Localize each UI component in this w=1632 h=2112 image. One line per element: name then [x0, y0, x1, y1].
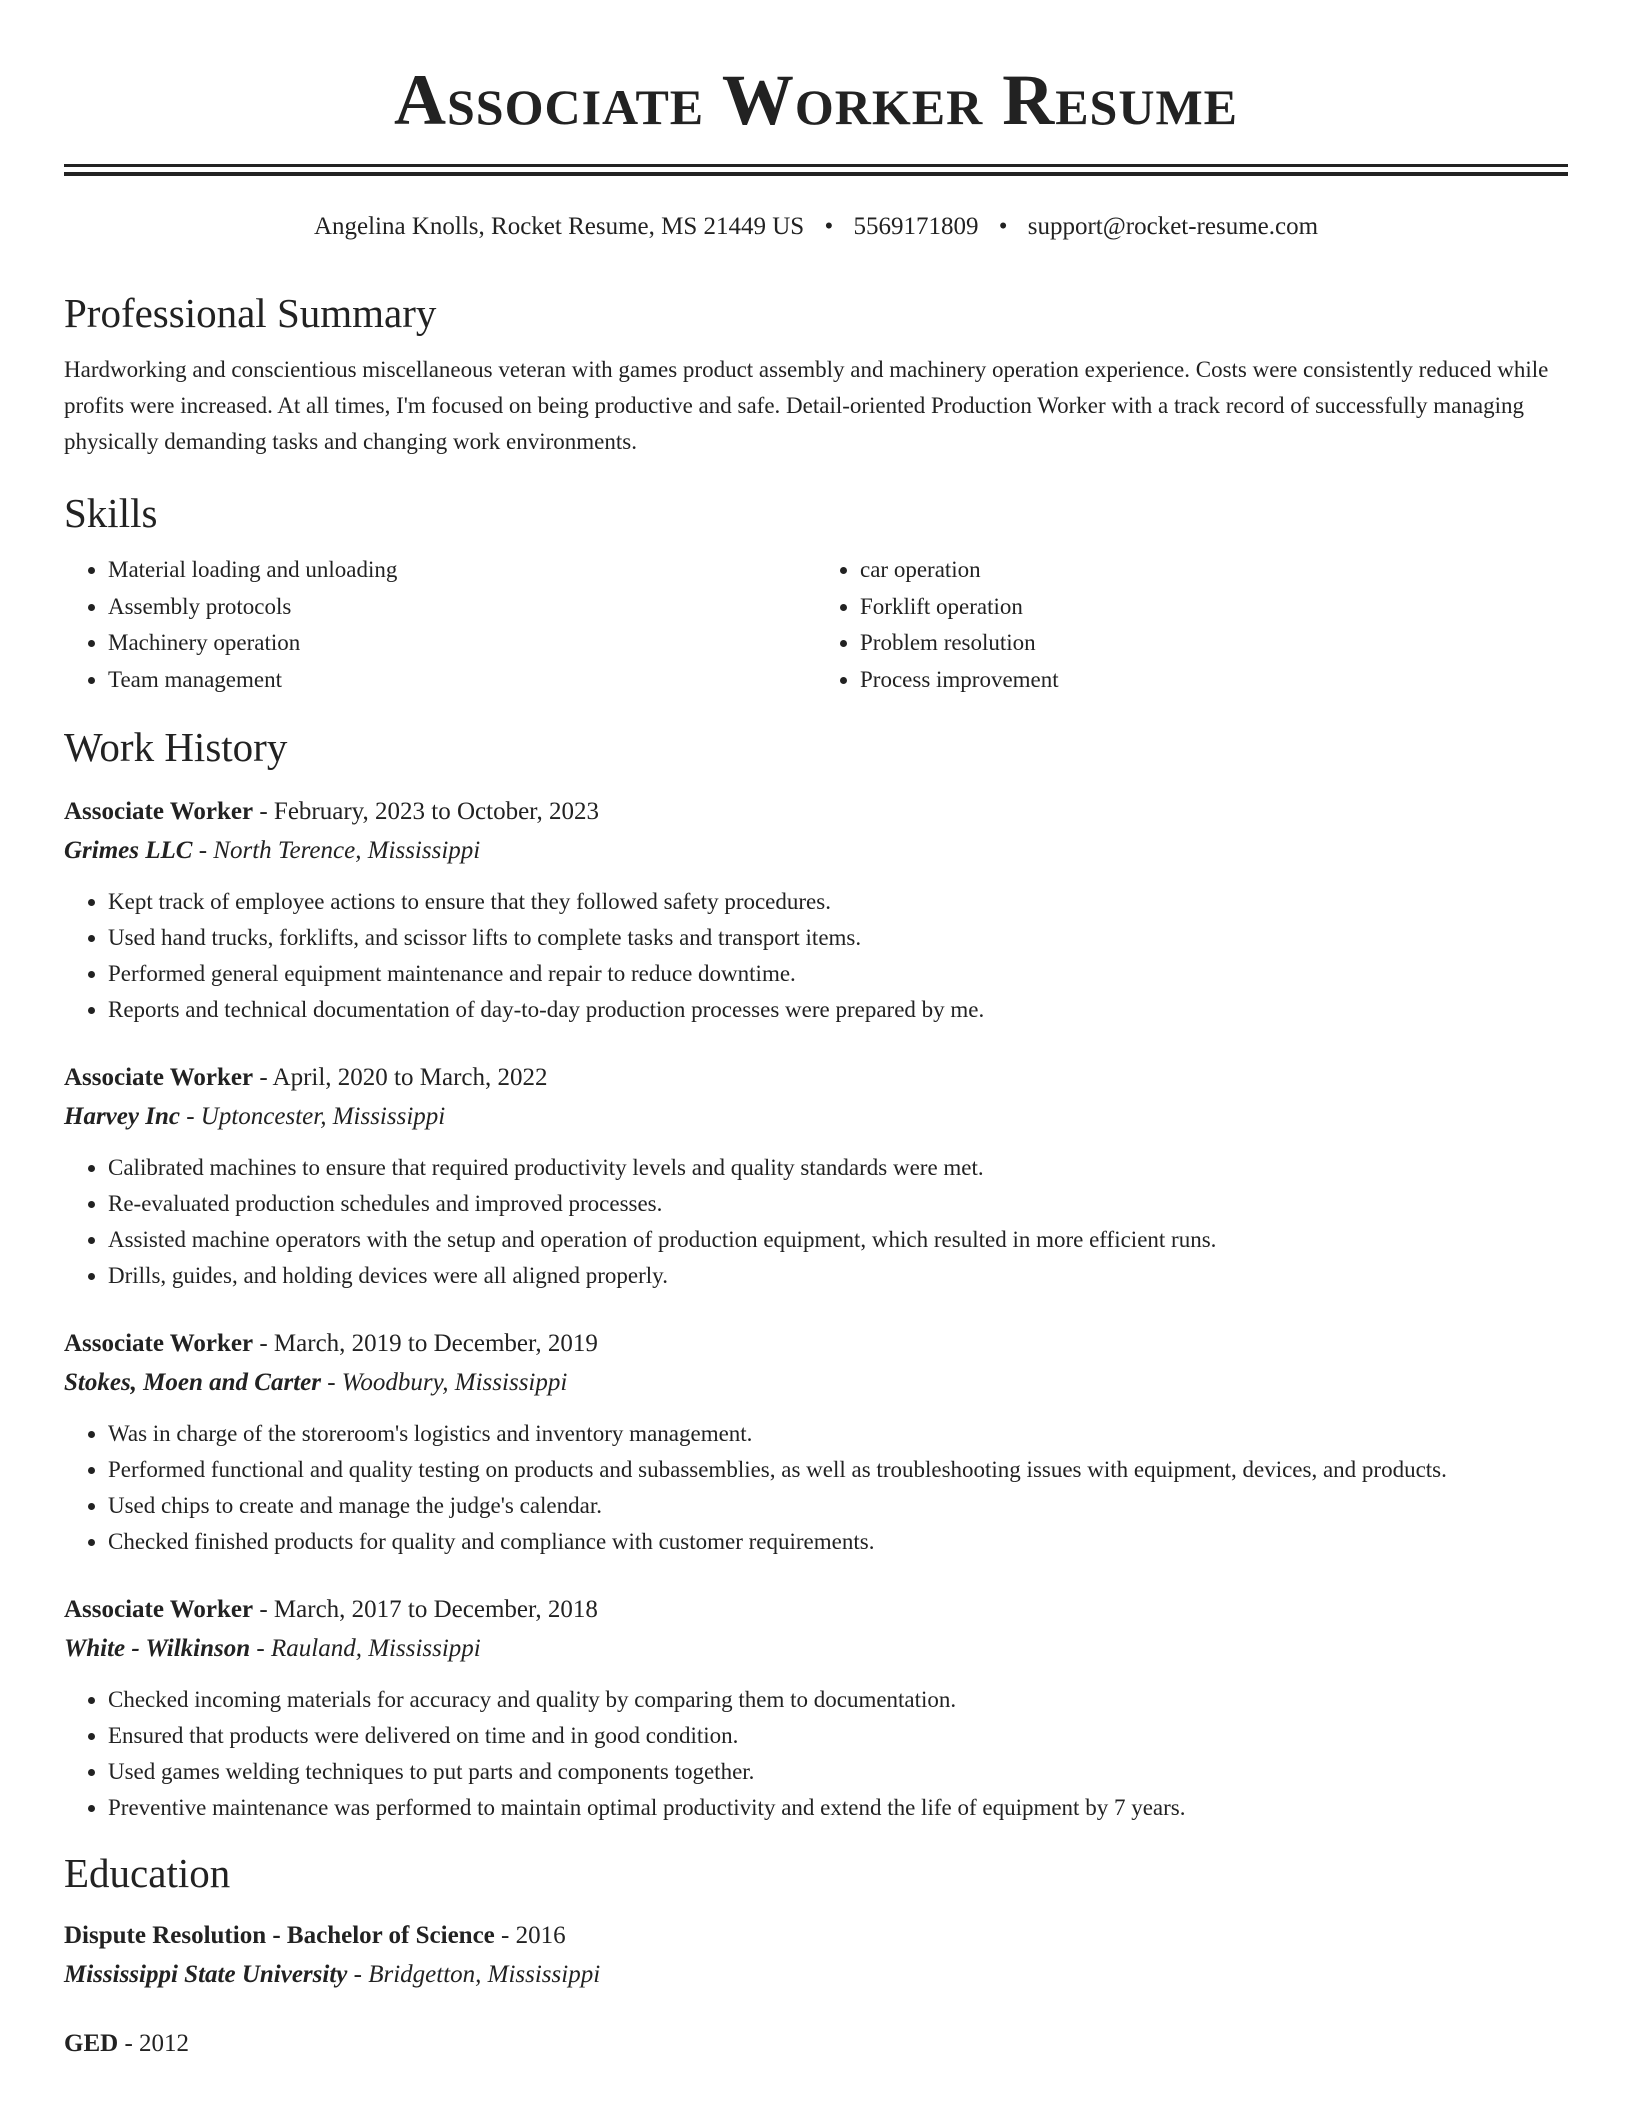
job-duty: • Used games welding techniques to put parts and components together. [108, 1754, 1568, 1790]
job-title: Associate Worker [64, 1596, 254, 1623]
employer-location: - Uptoncester, Mississippi [186, 1103, 446, 1130]
job-duties [64, 1150, 1568, 1294]
employer-name: White - Wilkinson [64, 1635, 251, 1662]
summary-heading: Professional Summary [64, 290, 437, 336]
job-title: Associate Worker [64, 1330, 254, 1357]
job-duty: • Checked incoming materials for accuracy and quality by comparing them to documentation. [108, 1682, 1568, 1718]
job-duty: • Performed general equipment maintenance and repair to reduce downtime. [108, 956, 1568, 992]
employer-name: Harvey Inc [64, 1103, 180, 1130]
education-heading: Education [64, 1850, 231, 1896]
contact-line [64, 212, 1568, 242]
degree-line [64, 2024, 1568, 2064]
job-duty: • Used chips to create and manage the judge's calendar. [108, 1488, 1568, 1524]
title-divider-thin [64, 172, 1568, 176]
employer-line [64, 1630, 1568, 1668]
skill-item: • Material loading and unloading [108, 552, 816, 589]
education-entry [64, 1916, 1568, 1994]
skills-list [64, 552, 1568, 698]
degree-name: GED [64, 2030, 119, 2057]
contact-separator: • [998, 213, 1008, 240]
degree-line [64, 1916, 1568, 1956]
job-duty: • Drills, guides, and holding devices were all aligned properly. [108, 1258, 1568, 1294]
education-entry [64, 2024, 1568, 2064]
title-divider-thick [64, 164, 1568, 167]
job-duties [64, 1416, 1568, 1560]
job-entry [64, 792, 1568, 1028]
school-line [64, 1956, 1568, 1994]
job-duty: • Kept track of employee actions to ensure that they followed safety procedures. [108, 884, 1568, 920]
employer-location: - Rauland, Mississippi [256, 1635, 481, 1662]
summary-text: Hardworking and conscientious miscellaneous veteran with games product assembly and machinery operation experience. Costs were consistently reduced while profits were increased. At all times, I'm focused on being productive and safe. Detail-oriented Production Worker with a track record of successfully managing physically demanding tasks and changing work environments. [64, 357, 1549, 454]
resume-title: Associate Worker Resume [393, 60, 1239, 140]
skills-heading: Skills [64, 490, 158, 536]
job-title: Associate Worker [64, 1064, 254, 1091]
contact-email: support@rocket-resume.com [1027, 213, 1319, 240]
contact-phone: 5569171809 [853, 213, 979, 240]
job-duty: • Preventive maintenance was performed to maintain optimal productivity and extend the life of equipment by 7 years. [108, 1790, 1568, 1826]
employer-line [64, 832, 1568, 870]
skill-item: • Forklift operation [860, 589, 1568, 626]
contact-address: Angelina Knolls, Rocket Resume, MS 21449 US [313, 213, 805, 240]
employer-location: - Woodbury, Mississippi [327, 1369, 568, 1396]
job-duty: • Assisted machine operators with the setup and operation of production equipment, which resulted in more efficient runs. [108, 1222, 1568, 1258]
skills-column-right [816, 552, 1568, 698]
skill-item: • car operation [860, 552, 1568, 589]
job-dates: - March, 2017 to December, 2018 [259, 1596, 598, 1623]
skills-column-left [64, 552, 816, 698]
employer-line [64, 1098, 1568, 1136]
job-duty: • Used hand trucks, forklifts, and scissor lifts to complete tasks and transport items. [108, 920, 1568, 956]
job-entry [64, 1058, 1568, 1294]
skill-item: • Problem resolution [860, 625, 1568, 662]
contact-separator: • [824, 213, 834, 240]
employer-line [64, 1364, 1568, 1402]
job-duty: • Checked finished products for quality and compliance with customer requirements. [108, 1524, 1568, 1560]
job-duty: • Re-evaluated production schedules and improved processes. [108, 1186, 1568, 1222]
job-entry [64, 1590, 1568, 1826]
job-dates: - February, 2023 to October, 2023 [259, 798, 600, 825]
job-duty: • Calibrated machines to ensure that required productivity levels and quality standards were met. [108, 1150, 1568, 1186]
job-duty: • Was in charge of the storeroom's logistics and inventory management. [108, 1416, 1568, 1452]
job-dates: - April, 2020 to March, 2022 [259, 1064, 548, 1091]
skill-item: • Assembly protocols [108, 589, 816, 626]
skill-item: • Team management [108, 662, 816, 699]
job-duty: • Reports and technical documentation of day-to-day production processes were prepared by me. [108, 992, 1568, 1028]
skill-item: • Process improvement [860, 662, 1568, 699]
skill-item: • Machinery operation [108, 625, 816, 662]
degree-year: - 2012 [124, 2030, 190, 2057]
employer-name: Grimes LLC [64, 837, 193, 864]
job-duties [64, 1682, 1568, 1826]
degree-year: - 2016 [501, 1922, 566, 1949]
job-title-line [64, 1058, 1568, 1098]
degree-name: Dispute Resolution - Bachelor of Science [64, 1922, 495, 1949]
employer-location: - North Terence, Mississippi [198, 837, 481, 864]
job-title-line [64, 1590, 1568, 1630]
work-history-heading: Work History [64, 724, 288, 770]
employer-name: Stokes, Moen and Carter [64, 1369, 321, 1396]
job-title-line [64, 792, 1568, 832]
job-entry [64, 1324, 1568, 1560]
school-location: - Bridgetton, Mississippi [353, 1961, 601, 1988]
job-title: Associate Worker [64, 798, 254, 825]
job-dates: - March, 2019 to December, 2019 [259, 1330, 598, 1357]
job-duty: • Ensured that products were delivered on time and in good condition. [108, 1718, 1568, 1754]
school-name: Mississippi State University [64, 1961, 348, 1988]
job-duties [64, 884, 1568, 1028]
job-title-line [64, 1324, 1568, 1364]
job-duty: • Performed functional and quality testing on products and subassemblies, as well as troubleshooting issues with equipment, devices, and products. [108, 1452, 1568, 1488]
